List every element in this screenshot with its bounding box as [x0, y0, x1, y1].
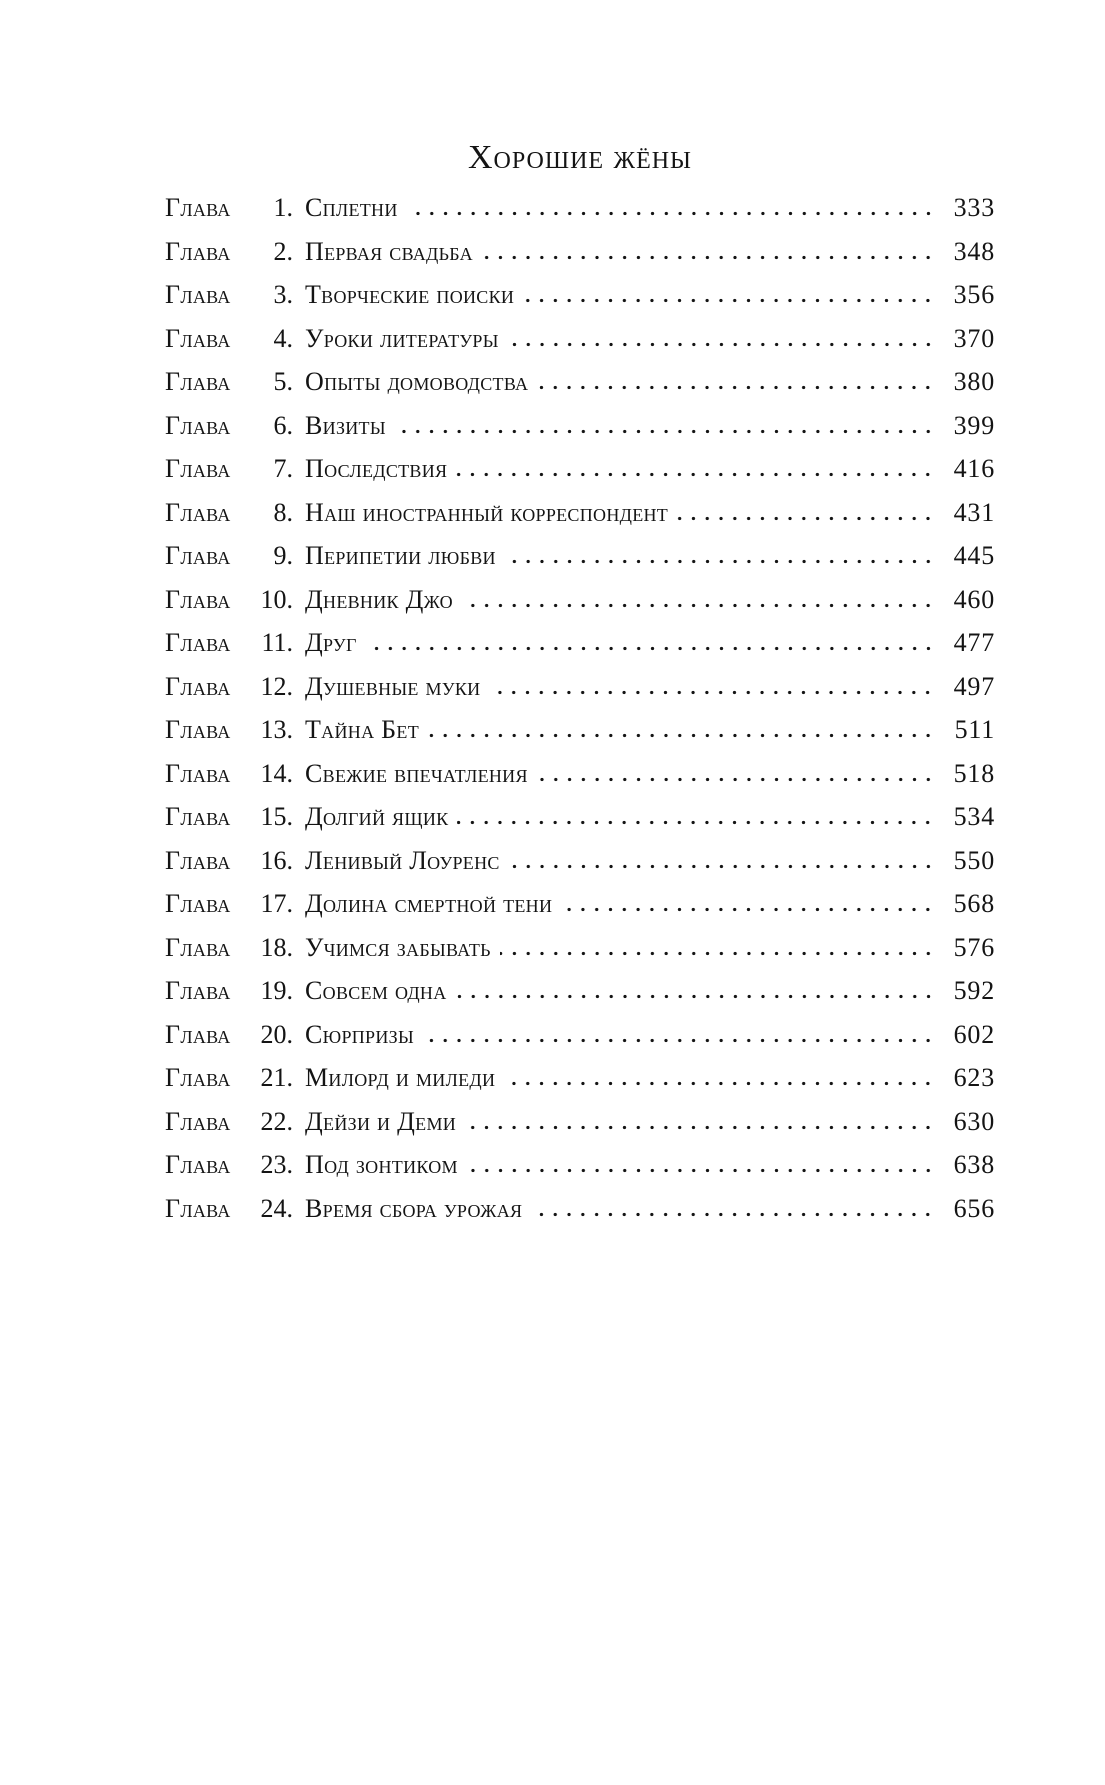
toc-entry-row[interactable] — [165, 1056, 995, 1100]
chapter-word: Глава — [165, 1106, 231, 1136]
chapter-word: Глава — [165, 802, 231, 831]
chapter-number: 22. — [260, 1106, 293, 1136]
chapter-number: 3. — [273, 280, 293, 309]
dot-leader — [366, 646, 935, 651]
chapter-word: Глава — [165, 410, 231, 440]
chapter-number: 24. — [260, 1193, 293, 1223]
chapter-title: Визиты — [305, 410, 386, 440]
chapter-word: Глава — [165, 889, 231, 918]
chapter-title: Наш иностранный корреспондент — [305, 497, 669, 527]
chapter-number: 4. — [273, 323, 293, 353]
chapter-title: Ленивый Лоуренс — [305, 845, 500, 875]
dot-leader — [523, 298, 935, 303]
toc-entry-row[interactable] — [165, 795, 995, 839]
chapter-title: Дневник Джо — [305, 584, 453, 614]
chapter-title: Друг — [305, 628, 357, 657]
dot-leader — [465, 1125, 935, 1130]
toc-entry-row[interactable] — [165, 578, 995, 622]
chapter-title: Уроки литературы — [305, 323, 499, 353]
chapter-number: 1. — [273, 193, 293, 222]
page-number: 550 — [953, 845, 995, 875]
chapter-word: Глава — [165, 541, 231, 570]
chapter-number: 12. — [260, 671, 293, 701]
dot-leader — [482, 255, 935, 260]
chapter-title: Дейзи и Деми — [305, 1106, 457, 1136]
dot-leader — [508, 342, 935, 347]
chapter-number: 13. — [260, 715, 293, 744]
toc-entry-row[interactable] — [165, 230, 995, 274]
chapter-number: 2. — [273, 236, 293, 266]
dot-leader — [677, 516, 935, 521]
chapter-word: Глава — [165, 1063, 231, 1092]
page-number: 638 — [953, 1150, 995, 1179]
chapter-number: 8. — [273, 497, 293, 527]
chapter-title: Милорд и миледи — [305, 1063, 496, 1092]
dot-leader — [509, 864, 935, 869]
chapter-word: Глава — [165, 671, 231, 701]
dot-leader — [500, 951, 935, 956]
chapter-title: Долгий ящик — [305, 802, 449, 831]
chapter-number: 11. — [261, 628, 293, 657]
dot-leader — [428, 733, 935, 738]
chapter-title: Свежие впечатления — [305, 758, 528, 788]
chapter-word: Глава — [165, 932, 231, 962]
page-number: 399 — [953, 410, 995, 440]
page-number: 477 — [953, 628, 995, 657]
chapter-title: Душевные муки — [305, 671, 481, 701]
chapter-title: Совсем одна — [305, 976, 447, 1005]
table-of-contents — [165, 186, 995, 1230]
page-number: 534 — [953, 802, 995, 831]
toc-entry-row[interactable] — [165, 1100, 995, 1144]
chapter-title: Творческие поиски — [305, 280, 515, 309]
chapter-title: Сюрпризы — [305, 1019, 414, 1049]
chapter-number: 20. — [260, 1019, 293, 1049]
page-number: 356 — [953, 280, 995, 309]
page-number: 656 — [953, 1193, 995, 1223]
chapter-word: Глава — [165, 280, 231, 309]
chapter-title: Опыты домоводства — [305, 367, 529, 396]
chapter-word: Глава — [165, 367, 231, 396]
chapter-number: 6. — [273, 410, 293, 440]
chapter-number: 9. — [273, 541, 293, 570]
chapter-title: Под зонтиком — [305, 1150, 458, 1179]
toc-entry-row[interactable] — [165, 665, 995, 709]
chapter-title: Долина смертной тени — [305, 889, 553, 918]
page-number: 576 — [953, 932, 995, 962]
dot-leader — [561, 907, 935, 912]
chapter-word: Глава — [165, 584, 231, 614]
chapter-word: Глава — [165, 715, 231, 744]
page-number: 370 — [953, 323, 995, 353]
page-number: 518 — [953, 758, 995, 788]
chapter-word: Глава — [165, 236, 231, 266]
chapter-number: 18. — [260, 932, 293, 962]
dot-leader — [531, 1212, 935, 1217]
chapter-title: Тайна Бет — [305, 715, 419, 744]
chapter-number: 15. — [260, 802, 293, 831]
toc-entry-row[interactable] — [165, 534, 995, 578]
page-number: 568 — [953, 889, 995, 918]
chapter-word: Глава — [165, 193, 231, 222]
page-number: 416 — [953, 454, 995, 483]
chapter-number: 16. — [260, 845, 293, 875]
page-number: 445 — [953, 541, 995, 570]
toc-entry-row[interactable] — [165, 1187, 995, 1231]
dot-leader — [489, 690, 935, 695]
toc-entry-row[interactable] — [165, 1013, 995, 1057]
dot-leader — [395, 429, 935, 434]
chapter-title: Сплетни — [305, 193, 398, 222]
page-title: Хорошие жёны — [468, 139, 692, 176]
chapter-word: Глава — [165, 1150, 231, 1179]
toc-entry-row[interactable] — [165, 360, 995, 404]
dot-leader — [456, 994, 935, 999]
chapter-number: 5. — [273, 367, 293, 396]
page-number: 431 — [953, 497, 995, 527]
chapter-title: Перипетии любви — [305, 541, 496, 570]
page-number: 497 — [953, 671, 995, 701]
chapter-word: Глава — [165, 454, 231, 483]
toc-entry-row[interactable] — [165, 752, 995, 796]
chapter-number: 10. — [260, 584, 293, 614]
dot-leader — [504, 1081, 935, 1086]
dot-leader — [423, 1038, 935, 1043]
dot-leader — [537, 385, 935, 390]
chapter-word: Глава — [165, 628, 231, 657]
page-number: 630 — [953, 1106, 995, 1136]
chapter-word: Глава — [165, 497, 231, 527]
page-number: 592 — [953, 976, 995, 1005]
dot-leader — [462, 603, 935, 608]
page-number: 348 — [953, 236, 995, 266]
chapter-word: Глава — [165, 976, 231, 1005]
page-number: 602 — [953, 1019, 995, 1049]
chapter-title: Последствия — [305, 454, 448, 483]
dot-leader — [467, 1168, 935, 1173]
page-number: 511 — [954, 715, 995, 744]
toc-entry-row[interactable] — [165, 926, 995, 970]
dot-leader — [505, 559, 935, 564]
chapter-number: 7. — [273, 454, 293, 483]
dot-leader — [537, 777, 935, 782]
chapter-title: Учимся забывать — [305, 932, 491, 962]
chapter-word: Глава — [165, 1193, 231, 1223]
chapter-word: Глава — [165, 1019, 231, 1049]
chapter-number: 17. — [260, 889, 293, 918]
toc-entry-row[interactable] — [165, 1143, 995, 1187]
chapter-number: 19. — [260, 976, 293, 1005]
toc-entry-row[interactable] — [165, 969, 995, 1013]
page-number: 333 — [953, 193, 995, 222]
page-number: 623 — [953, 1063, 995, 1092]
chapter-word: Глава — [165, 845, 231, 875]
toc-entry-row[interactable] — [165, 317, 995, 361]
chapter-word: Глава — [165, 758, 231, 788]
dot-leader — [457, 820, 935, 825]
chapter-number: 23. — [260, 1150, 293, 1179]
toc-entry-row[interactable] — [165, 186, 995, 230]
chapter-title: Время сбора урожая — [305, 1193, 523, 1223]
toc-entry-row[interactable] — [165, 839, 995, 883]
dot-leader — [456, 472, 935, 477]
page-number: 380 — [953, 367, 995, 396]
toc-entry-row[interactable] — [165, 621, 995, 665]
chapter-word: Глава — [165, 323, 231, 353]
chapter-number: 14. — [260, 758, 293, 788]
toc-entry-row[interactable] — [165, 491, 995, 535]
toc-entry-row[interactable] — [165, 273, 995, 317]
toc-entry-row[interactable] — [165, 404, 995, 448]
dot-leader — [407, 211, 935, 216]
chapter-number: 21. — [260, 1063, 293, 1092]
page-number: 460 — [953, 584, 995, 614]
toc-entry-row[interactable] — [165, 708, 995, 752]
chapter-title: Первая свадьба — [305, 236, 473, 266]
toc-entry-row[interactable] — [165, 882, 995, 926]
toc-entry-row[interactable] — [165, 447, 995, 491]
